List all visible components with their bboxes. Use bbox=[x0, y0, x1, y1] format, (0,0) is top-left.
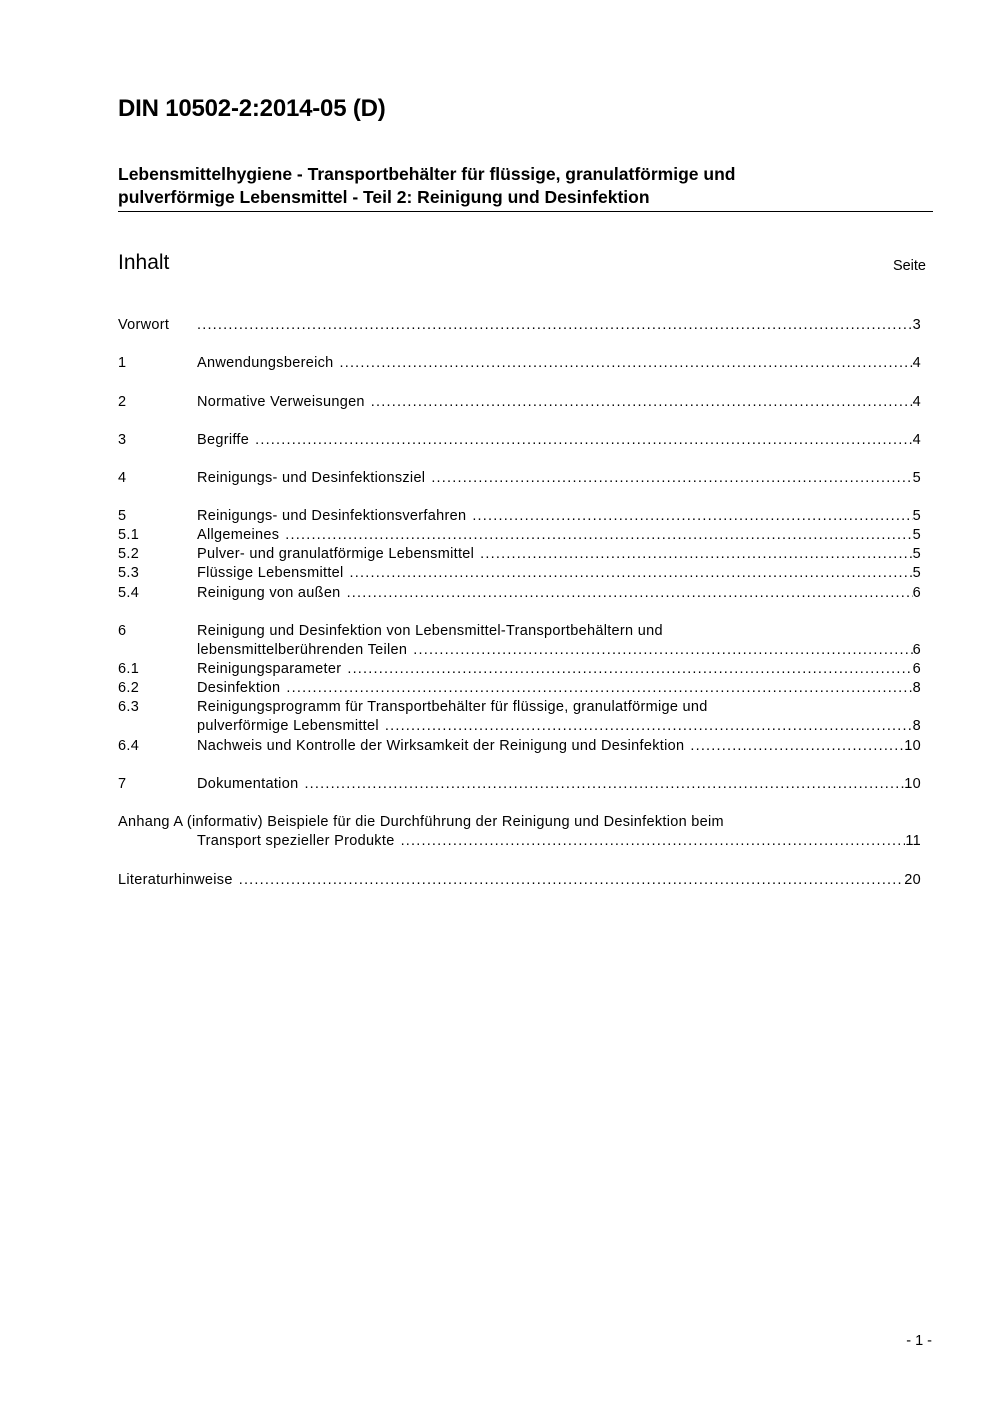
toc-dot-leader bbox=[480, 545, 912, 564]
page-number: - 1 - bbox=[906, 1333, 932, 1349]
toc-entry-title: lebensmittelberührenden Teilen bbox=[197, 642, 408, 658]
toc-entry-1[interactable] bbox=[118, 354, 921, 373]
toc-entry-page: 11 bbox=[905, 833, 921, 849]
toc-entry-number: 3 bbox=[118, 432, 127, 448]
toc-entry-number: 5.4 bbox=[118, 585, 140, 601]
toc-entry-page: 5 bbox=[912, 546, 921, 562]
toc-entry-title: Reinigung und Desinfektion von Lebensmittel-Transportbehältern und bbox=[197, 623, 663, 639]
toc-entry-number: 5.2 bbox=[118, 546, 140, 562]
toc-heading: Inhalt bbox=[118, 251, 170, 274]
toc-entry-page: 5 bbox=[912, 527, 921, 543]
toc-entry-4[interactable] bbox=[118, 469, 921, 488]
toc-entry-number: 6.4 bbox=[118, 738, 140, 754]
toc-entry-title: Anhang A (informativ) Beispiele für die Durchführung der Reinigung und Desinfektion beim bbox=[118, 814, 724, 830]
toc-entry-3[interactable] bbox=[118, 431, 921, 450]
toc-entry-number: 5.1 bbox=[118, 527, 140, 543]
toc-entry-vorwort[interactable] bbox=[118, 316, 921, 335]
toc-dot-leader bbox=[255, 431, 913, 450]
toc-dot-leader bbox=[431, 469, 912, 488]
toc-entry-page: 4 bbox=[912, 432, 921, 448]
toc-entry-page: 5 bbox=[912, 508, 921, 524]
toc-entry-number: 1 bbox=[118, 355, 127, 371]
toc-dot-leader bbox=[304, 775, 904, 794]
toc-entry-page: 4 bbox=[912, 394, 921, 410]
toc-entry-number: 6.1 bbox=[118, 661, 140, 677]
toc-entry-title: Nachweis und Kontrolle der Wirksamkeit der Reinigung und Desinfektion bbox=[197, 738, 685, 754]
toc-entry-6-1[interactable] bbox=[118, 660, 921, 679]
toc-dot-leader bbox=[401, 832, 906, 851]
toc-entry-title: Reinigungs- und Desinfektionsverfahren bbox=[197, 508, 467, 524]
toc-entry-page: 20 bbox=[904, 872, 921, 888]
toc-entry-page: 3 bbox=[912, 317, 921, 333]
toc-dot-leader bbox=[350, 564, 913, 583]
toc-entry-title: Anwendungsbereich bbox=[197, 355, 334, 371]
toc-entry-page: 5 bbox=[912, 565, 921, 581]
toc-entry-number: 5.3 bbox=[118, 565, 140, 581]
toc-dot-leader bbox=[413, 641, 912, 660]
toc-dot-leader bbox=[690, 737, 904, 756]
toc-entry-page: 6 bbox=[912, 661, 921, 677]
toc-entry-5[interactable] bbox=[118, 507, 921, 526]
toc-entry-page: 10 bbox=[904, 776, 921, 792]
toc-dot-leader bbox=[347, 660, 912, 679]
toc-entry-number: 4 bbox=[118, 470, 127, 486]
toc-entry-6-4[interactable] bbox=[118, 737, 921, 756]
toc-entry-title: Pulver- und granulatförmige Lebensmittel bbox=[197, 546, 475, 562]
toc-dot-leader bbox=[371, 393, 913, 412]
toc-entry-2[interactable] bbox=[118, 393, 921, 412]
document-title-line-2: pulverförmige Lebensmittel - Teil 2: Reinigung und Desinfektion bbox=[118, 187, 650, 207]
toc-entry-title: Reinigungs- und Desinfektionsziel bbox=[197, 470, 426, 486]
toc-dot-leader bbox=[286, 679, 912, 698]
toc-dot-leader bbox=[285, 526, 912, 545]
toc-entry-annex-a[interactable] bbox=[118, 813, 921, 832]
toc-entry-title: Begriffe bbox=[197, 432, 250, 448]
toc-entry-bibliography[interactable] bbox=[118, 871, 921, 890]
toc-dot-leader bbox=[197, 316, 913, 335]
toc-entry-title: Flüssige Lebensmittel bbox=[197, 565, 344, 581]
toc-entry-title: Normative Verweisungen bbox=[197, 394, 365, 410]
toc-entry-page: 10 bbox=[904, 738, 921, 754]
toc-entry-5-4[interactable] bbox=[118, 584, 921, 603]
toc-entry-label: Vorwort bbox=[118, 317, 170, 333]
document-title-line-1: Lebensmittelhygiene - Transportbehälter für flüssige, granulatförmige und bbox=[118, 164, 736, 184]
toc-entry-title: pulverförmige Lebensmittel bbox=[197, 718, 379, 734]
toc-entry-6-3-continued[interactable] bbox=[118, 717, 921, 736]
toc-entry-number: 7 bbox=[118, 776, 127, 792]
toc-entry-page: 6 bbox=[912, 585, 921, 601]
toc-entry-title: Transport spezieller Produkte bbox=[197, 833, 395, 849]
toc-dot-leader bbox=[340, 354, 913, 373]
document-id: DIN 10502-2:2014-05 (D) bbox=[118, 95, 386, 122]
toc-entry-number: 6.2 bbox=[118, 680, 140, 696]
toc-entry-title: Literaturhinweise bbox=[118, 872, 233, 888]
toc-entry-5-1[interactable] bbox=[118, 526, 921, 545]
toc-dot-leader bbox=[385, 717, 913, 736]
toc-entry-page: 4 bbox=[912, 355, 921, 371]
toc-entry-title: Reinigungsprogramm für Transportbehälter für flüssige, granulatförmige und bbox=[197, 699, 708, 715]
toc-dot-leader bbox=[239, 871, 905, 890]
toc-entry-6-3[interactable] bbox=[118, 698, 921, 717]
toc-entry-annex-a-continued[interactable] bbox=[118, 832, 921, 851]
toc-entry-page: 8 bbox=[912, 718, 921, 734]
toc-entry-page: 5 bbox=[912, 470, 921, 486]
toc-entry-title: Reinigungsparameter bbox=[197, 661, 342, 677]
toc-entry-7[interactable] bbox=[118, 775, 921, 794]
toc-entry-title: Reinigung von außen bbox=[197, 585, 341, 601]
toc-entry-number: 2 bbox=[118, 394, 127, 410]
toc-entry-title: Dokumentation bbox=[197, 776, 299, 792]
toc-entry-page: 8 bbox=[912, 680, 921, 696]
toc-dot-leader bbox=[472, 507, 912, 526]
toc-entry-number: 5 bbox=[118, 508, 127, 524]
document-title bbox=[118, 163, 933, 212]
toc-entry-6-continued[interactable] bbox=[118, 641, 921, 660]
toc-entry-page: 6 bbox=[912, 642, 921, 658]
toc-entry-6[interactable] bbox=[118, 622, 921, 641]
toc-entry-title: Desinfektion bbox=[197, 680, 281, 696]
toc-entry-number: 6.3 bbox=[118, 699, 140, 715]
toc-entry-number: 6 bbox=[118, 623, 127, 639]
toc-entry-6-2[interactable] bbox=[118, 679, 921, 698]
toc-page-column-label: Seite bbox=[892, 258, 926, 274]
toc-entry-5-3[interactable] bbox=[118, 564, 921, 583]
toc-entry-title: Allgemeines bbox=[197, 527, 280, 543]
toc-dot-leader bbox=[347, 584, 913, 603]
toc-entry-5-2[interactable] bbox=[118, 545, 921, 564]
